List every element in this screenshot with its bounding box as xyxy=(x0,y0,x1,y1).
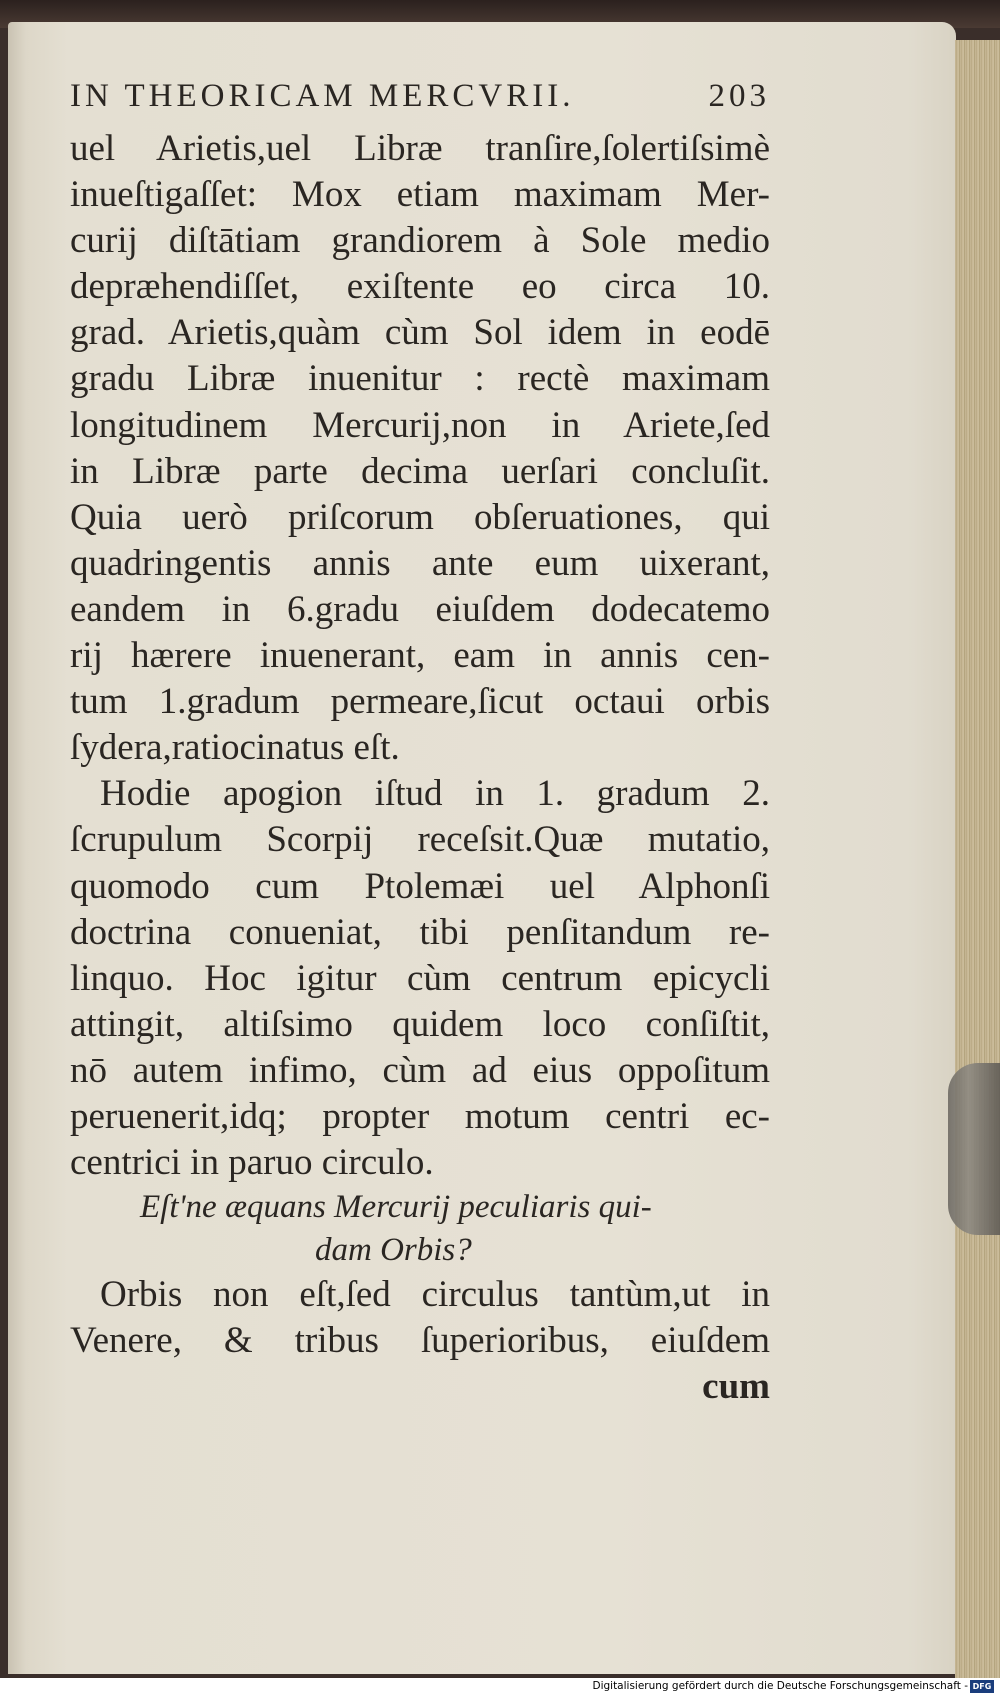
question-heading-line: dam Orbis? xyxy=(315,1232,472,1269)
text-line: quadringentis annis ante eum uixerant, xyxy=(70,542,770,584)
catchword: cum xyxy=(702,1366,770,1408)
text-line: doctrina conueniat, tibi penſitandum re- xyxy=(70,911,770,953)
dfg-logo: DFG xyxy=(970,1680,994,1693)
page-edges xyxy=(955,40,1000,1678)
page-text xyxy=(70,78,770,1410)
text-line: quomodo cum Ptolemæi uel Alphonſi xyxy=(70,865,770,907)
page-number: 203 xyxy=(708,78,770,114)
text-line: nō autem infimo, cùm ad eius oppoſitum xyxy=(70,1049,770,1091)
text-line: in Libræ parte decima uerſari concluſit. xyxy=(70,450,770,492)
text-line: peruenerit,idq; propter motum centri ec- xyxy=(70,1095,770,1137)
text-line: Venere, & tribus ſuperioribus, eiuſdem xyxy=(70,1320,770,1362)
text-line: gradu Libræ inuenitur : rectè maximam xyxy=(70,358,770,400)
paragraph-2 xyxy=(70,771,770,1186)
funding-credit: Digitalisierung gefördert durch die Deutsche Forschungsgemeinschaft - xyxy=(592,1680,968,1692)
running-header xyxy=(70,78,770,124)
text-line: centrici in paruo circulo. xyxy=(70,1142,434,1184)
text-line: grad. Arietis,quàm cùm Sol idem in eodē xyxy=(70,312,770,354)
text-line: ſcrupulum Scorpij receſsit.Quæ mutatio, xyxy=(70,819,770,861)
text-line: rij hærere inuenerant, eam in annis cen- xyxy=(70,635,770,677)
question-heading-line: Eſt'ne æquans Mercurij peculiaris qui- xyxy=(140,1189,652,1226)
text-line: eandem in 6.gradu eiuſdem dodecatemo xyxy=(70,588,770,630)
text-line: linquo. Hoc igitur cùm centrum epicycli xyxy=(70,957,770,999)
running-title: IN THEORICAM MERCVRII. xyxy=(70,78,575,114)
section-question xyxy=(70,1186,770,1272)
text-line: Quia uerò priſcorum obſeruationes, qui xyxy=(70,496,770,538)
bookmark-ribbon xyxy=(948,1063,1000,1235)
paragraph-3 xyxy=(70,1272,770,1410)
text-line: attingit, altiſsimo quidem loco conſiſtit, xyxy=(70,1003,770,1045)
text-line: tum 1.gradum permeare,ſicut octaui orbis xyxy=(70,681,770,723)
text-line: ſydera,ratiocinatus eſt. xyxy=(70,727,400,769)
text-line: uel Arietis,uel Libræ tranſire,ſolertiſsimè xyxy=(70,128,770,169)
paragraph-1 xyxy=(70,126,770,771)
text-line: depræhendiſſet, exiſtente eo circa 10. xyxy=(70,266,770,308)
text-line: curij diſtātiam grandiorem à Sole medio xyxy=(70,220,770,262)
text-line: inueſtigaſſet: Mox etiam maximam Mer- xyxy=(70,174,770,216)
text-line: longitudinem Mercurij,non in Ariete,ſed xyxy=(70,404,770,446)
text-line: Orbis non eſt,ſed circulus tantùm,ut in xyxy=(100,1274,770,1316)
text-line: Hodie apogion iſtud in 1. gradum 2. xyxy=(100,773,770,815)
